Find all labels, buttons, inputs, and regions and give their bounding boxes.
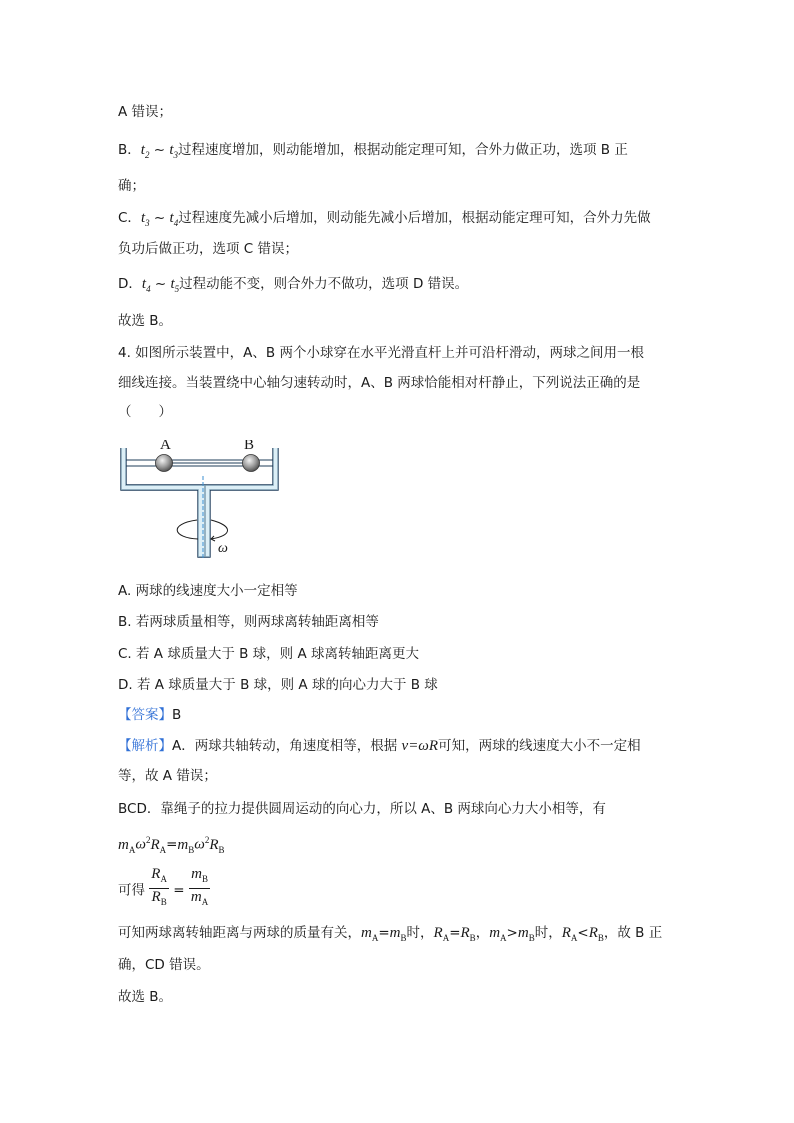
tilde: ~ bbox=[149, 210, 170, 226]
question-4-line-2: 细线连接。当装置绕中心轴匀速转动时，A、B 两球恰能相对杆静止，下列说法正确的是 bbox=[118, 375, 641, 391]
final-answer: 故选 B。 bbox=[118, 989, 173, 1005]
label-b: B bbox=[244, 440, 255, 453]
analysis-line-2: 等，故 A 错误； bbox=[118, 768, 217, 784]
velocity-formula: v=ωR bbox=[401, 738, 439, 754]
analysis-text: A．两球共轴转动，角速度相等，根据 bbox=[172, 738, 402, 754]
option-d-text: 过程动能不变，则合外力不做功，选项 D 错误。 bbox=[179, 276, 469, 292]
ratio-equation bbox=[118, 868, 210, 913]
force-equation: $m_A\omega^2R_A=m_B\omega^2R_B$ bbox=[118, 835, 225, 855]
analysis-bcd: BCD．靠绳子的拉力提供圆周运动的向心力，所以 A、B 两球向心力大小相等，有 bbox=[118, 801, 606, 817]
question-4-line-1: 4. 如图所示装置中，A、B 两个小球穿在水平光滑直杆上并可沿杆滑动，两球之间用一根 bbox=[118, 345, 644, 361]
t4-symbol: $t_4$ bbox=[141, 276, 151, 294]
prev-solution-option-d bbox=[118, 274, 468, 299]
option-b: B. 若两球质量相等，则两球离转轴距离相等 bbox=[118, 614, 379, 630]
equals: = bbox=[173, 882, 185, 899]
ball-a bbox=[156, 455, 173, 472]
t2-symbol: $t_2$ bbox=[140, 142, 150, 160]
option-c: C. 若 A 球质量大于 B 球，则 A 球离转轴距离更大 bbox=[118, 646, 419, 662]
option-c-text: 过程速度先减小后增加，则动能先减小后增加，根据动能定理可知，合外力先做 bbox=[178, 210, 651, 226]
question-4-blank: （ ） bbox=[118, 404, 172, 420]
ball-b bbox=[243, 455, 260, 472]
prev-solution-line-1: A 错误； bbox=[118, 104, 173, 120]
t3-symbol: $t_3$ bbox=[140, 210, 150, 228]
kede-label: 可得 bbox=[118, 882, 145, 899]
prev-solution-line-3: 确； bbox=[118, 178, 145, 194]
prev-solution-line-5: 负功后做正功，选项 C 错误； bbox=[118, 241, 299, 257]
answer-value: B bbox=[172, 707, 182, 723]
answer-line bbox=[118, 705, 181, 725]
option-b-prefix: B． bbox=[118, 142, 141, 158]
tilde: ~ bbox=[150, 276, 171, 292]
label-a: A bbox=[160, 440, 171, 453]
option-d: D. 若 A 球质量大于 B 球，则 A 球的向心力大于 B 球 bbox=[118, 677, 438, 693]
tilde: ~ bbox=[149, 142, 170, 158]
option-c-prefix: C． bbox=[118, 210, 141, 226]
rotating-rod-figure bbox=[118, 440, 288, 560]
radius-ratio: $\frac{R_A}{R_B}$ bbox=[151, 866, 167, 907]
conclusion-line-2: 确，CD 错误。 bbox=[118, 957, 210, 973]
m-a: $m_A$ bbox=[118, 836, 136, 855]
mass-ratio: $\frac{m_B}{m_A}$ bbox=[190, 866, 209, 907]
analysis-line-1 bbox=[118, 736, 641, 756]
option-b-text: 过程速度增加，则动能增加，根据动能定理可知，合外力做正功，选项 B 正 bbox=[178, 142, 628, 158]
conclusion-line-1: 可知两球离转轴距离与两球的质量有关，$m_A=m_B$时，$R_A=R_B$，$m_A>m_B$时，$R_A<R_B$，故 B 正 bbox=[118, 925, 663, 943]
t5-symbol: $t_5$ bbox=[170, 276, 180, 294]
answer-tag: 【答案】 bbox=[118, 707, 172, 723]
option-d-prefix: D． bbox=[118, 276, 142, 292]
prev-solution-conclusion: 故选 B。 bbox=[118, 313, 173, 329]
prev-solution-option-c bbox=[118, 208, 651, 233]
omega-label: ω bbox=[218, 541, 228, 556]
prev-solution-option-b bbox=[118, 140, 628, 165]
t4-symbol: $t_4$ bbox=[169, 210, 179, 228]
option-a: A. 两球的线速度大小一定相等 bbox=[118, 583, 298, 599]
analysis-text-cont: 可知，两球的线速度大小不一定相 bbox=[438, 738, 641, 754]
analysis-tag: 【解析】 bbox=[118, 738, 172, 754]
t3-symbol: $t_3$ bbox=[169, 142, 179, 160]
